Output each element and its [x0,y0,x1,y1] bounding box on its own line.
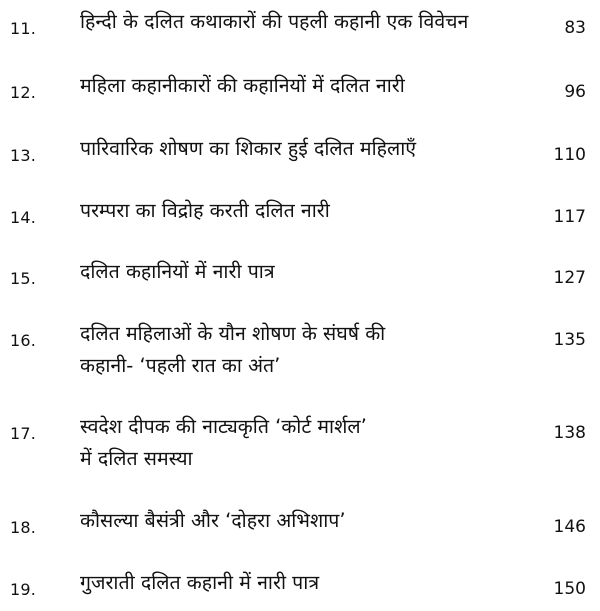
entry-number: 15. [10,269,37,288]
entry-title [80,195,535,227]
entry-number: 19. [10,580,37,599]
entry-title [80,70,535,102]
entry-title-line: कौसल्या बैसंत्री और ‘दोहरा अभिशाप’ [80,509,346,532]
entry-number: 17. [10,424,37,443]
entry-title [80,318,535,382]
entry-page-number: 150 [553,579,586,599]
entry-page-number: 117 [553,207,586,227]
entry-title [80,133,535,165]
entry-title-line: गुजराती दलित कहानी में नारी पात्र [80,571,320,594]
entry-title-line: पारिवारिक शोषण का शिकार हुई दलित महिलाएँ [80,137,417,160]
entry-number: 13. [10,146,37,165]
entry-number: 16. [10,331,37,350]
entry-number: 12. [10,83,37,102]
entry-title-line: दलित महिलाओं के यौन शोषण के संघर्ष की [80,322,386,345]
entry-title [80,411,535,475]
entry-title [80,6,535,38]
entry-title-line: कहानी- ‘पहली रात का अंत’ [80,354,281,377]
entry-number: 11. [10,19,37,38]
entry-page-number: 127 [553,268,586,288]
entry-page-number: 96 [564,82,586,102]
entry-title-line: में दलित समस्या [80,447,193,470]
entry-title-line: महिला कहानीकारों की कहानियों में दलित नारी [80,74,405,97]
entry-page-number: 146 [553,517,586,537]
entry-title [80,567,535,599]
entry-number: 14. [10,208,37,227]
entry-page-number: 135 [553,330,586,350]
entry-title [80,256,535,288]
entry-title-line: दलित कहानियों में नारी पात्र [80,260,275,283]
entry-title-line: हिन्दी के दलित कथाकारों की पहली कहानी एक विवेचन [80,10,469,33]
entry-title-line: स्वदेश दीपक की नाट्यकृति ‘कोर्ट मार्शल’ [80,415,367,438]
entry-page-number: 83 [564,18,586,38]
entry-page-number: 110 [553,145,586,165]
entry-page-number: 138 [553,423,586,443]
entry-number: 18. [10,518,37,537]
entry-title-line: परम्परा का विद्रोह करती दलित नारी [80,199,330,222]
entry-title [80,505,535,537]
